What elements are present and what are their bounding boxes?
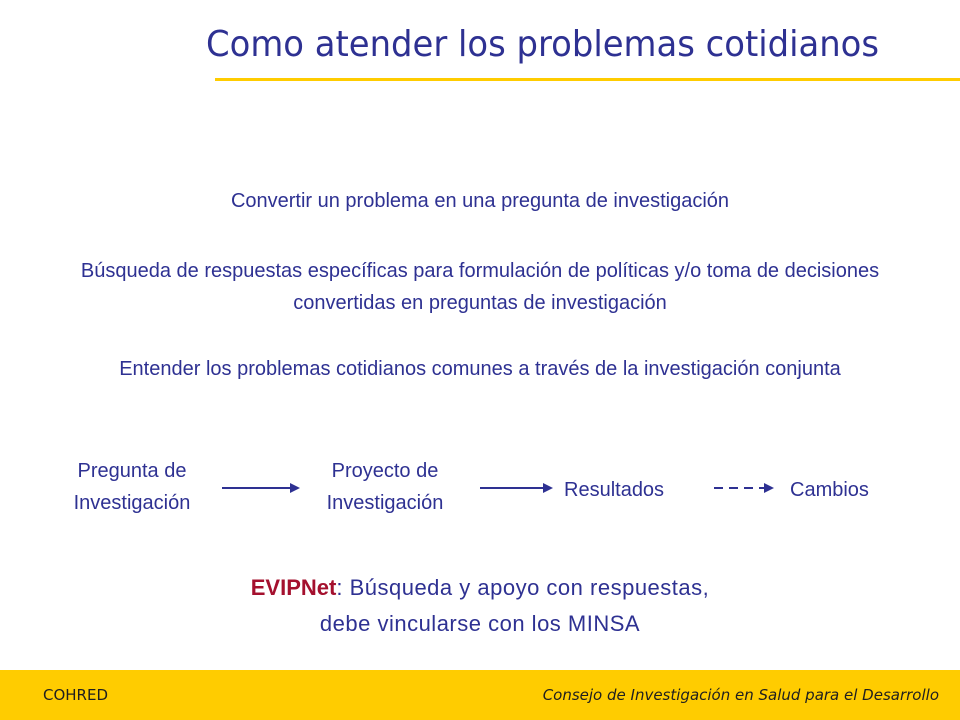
- evipnet-brand: EVIPNet: [250, 575, 337, 600]
- footer-bar: [0, 670, 960, 720]
- flow-node-proyecto-line2: Investigación: [326, 492, 444, 514]
- flow-node-pregunta: [48, 455, 216, 519]
- paragraph-2: Búsqueda de respuestas específicas para formulación de políticas y/o toma de decisiones convertidas en preguntas de investigación: [80, 260, 880, 314]
- paragraph-3: Entender los problemas cotidianos comunes a través de la investigación conjunta: [119, 358, 841, 380]
- evipnet-line-2: debe vincularse con los MINSA: [319, 611, 641, 636]
- flow-node-proyecto-line1: Proyecto de: [331, 460, 439, 482]
- flow-node-proyecto: [300, 455, 470, 519]
- title-underline: [215, 78, 960, 81]
- flow-node-pregunta-line1: Pregunta de: [77, 460, 187, 482]
- evipnet-line-1: [0, 570, 960, 606]
- slide-title: Como atender los problemas cotidianos: [206, 24, 880, 65]
- evipnet-statement: [0, 570, 960, 642]
- evipnet-text-1: : Búsqueda y apoyo con respuestas,: [336, 575, 710, 600]
- flow-node-pregunta-line2: Investigación: [73, 492, 191, 514]
- flow-node-cambios: Cambios: [790, 479, 869, 501]
- flow-arrow-2: [480, 480, 556, 496]
- footer-organization-full: Consejo de Investigación en Salud para el Desarrollo: [542, 686, 939, 704]
- flow-arrow-dashed: [714, 480, 776, 496]
- footer-organization: COHRED: [43, 686, 109, 704]
- paragraph-1: Convertir un problema en una pregunta de investigación: [230, 190, 730, 212]
- flow-arrow-1: [222, 480, 302, 496]
- flow-node-resultados: Resultados: [564, 479, 665, 501]
